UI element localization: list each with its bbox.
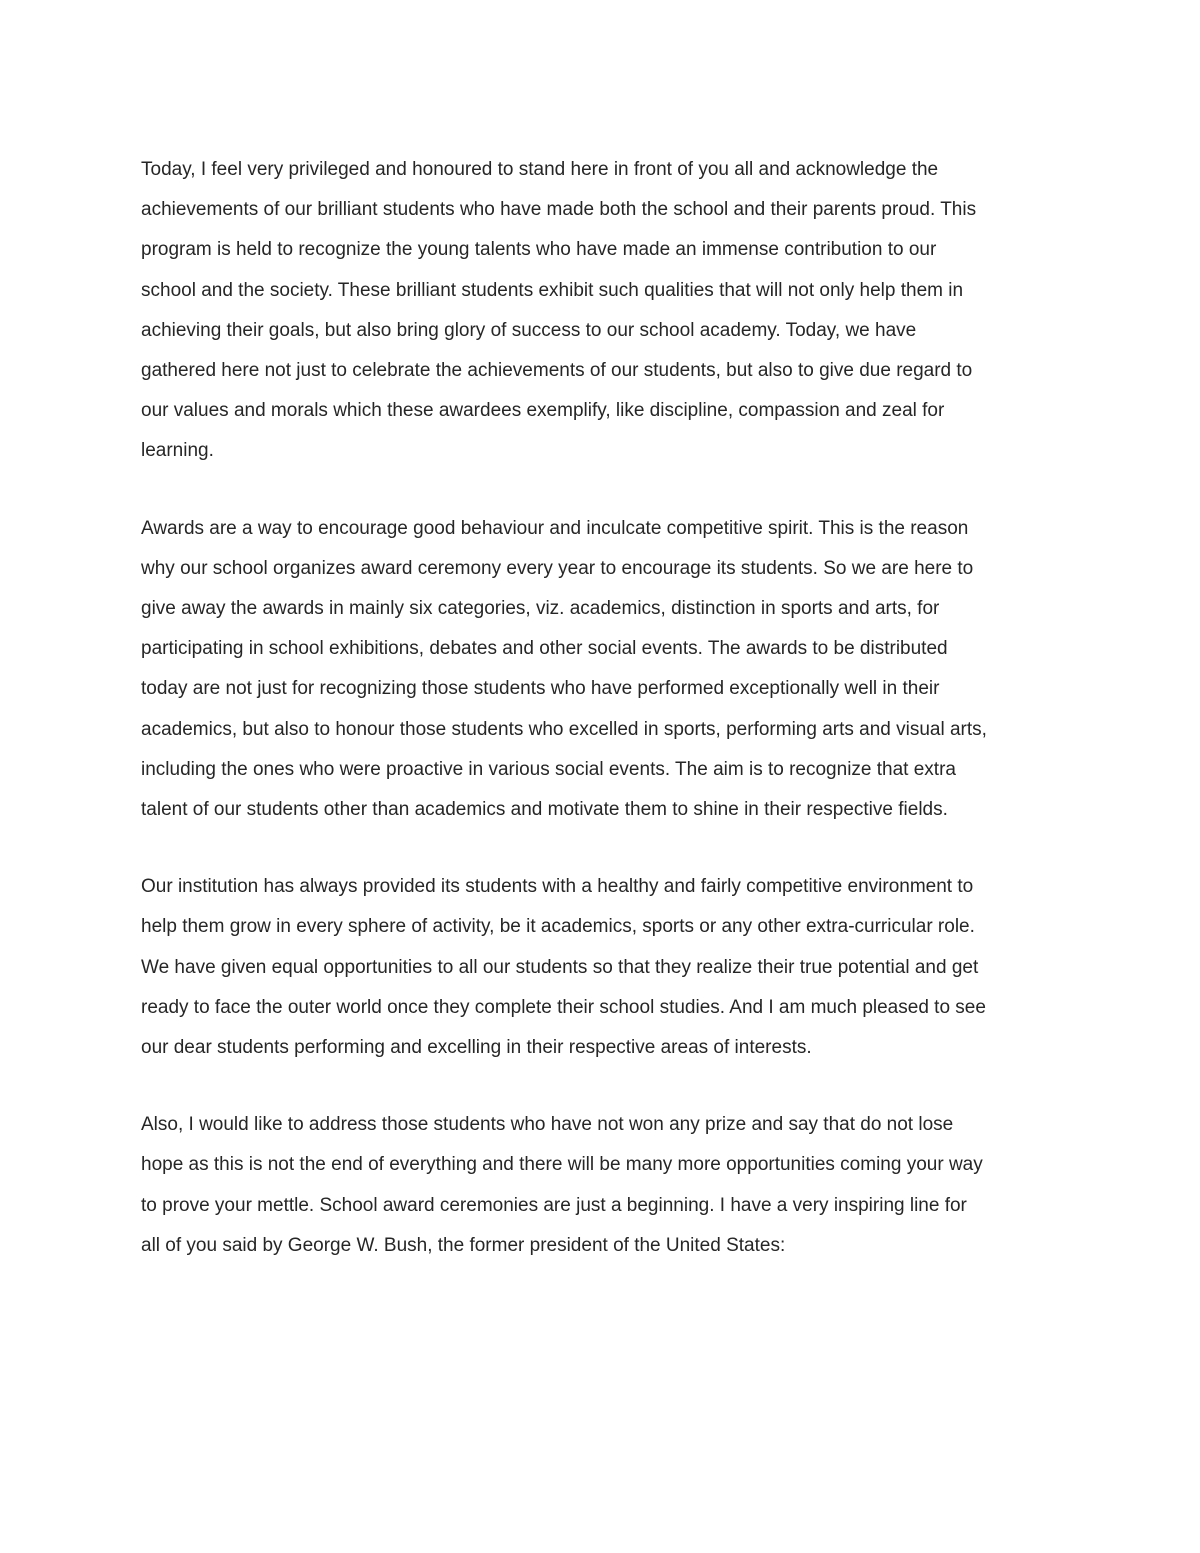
text-line: We have given equal opportunities to all our students so that they realize their true potential and get [141, 956, 979, 978]
text-line: achievements of our brilliant students who have made both the school and their parents proud. This [141, 199, 977, 221]
text-line: give away the awards in mainly six categories, viz. academics, distinction in sports and arts, for [141, 598, 940, 620]
text-line: achieving their goals, but also bring glory of success to our school academy. Today, we have [141, 319, 917, 341]
text-line: Our institution has always provided its students with a healthy and fairly competitive environment to [141, 876, 974, 898]
text-line: Also, I would like to address those students who have not won any prize and say that do not lose [141, 1114, 954, 1136]
text-line: hope as this is not the end of everything and there will be many more opportunities coming your way [141, 1154, 983, 1176]
text-line: program is held to recognize the young talents who have made an immense contribution to our [141, 239, 937, 261]
paragraph-1 [141, 150, 1071, 472]
text-line: including the ones who were proactive in various social events. The aim is to recognize that extra [141, 758, 956, 780]
text-line: academics, but also to honour those students who excelled in sports, performing arts and visual arts, [141, 718, 987, 740]
text-line: learning. [141, 440, 214, 462]
text-line: ready to face the outer world once they complete their school studies. And I am much pleased to see [141, 996, 986, 1018]
text-line: to prove your mettle. School award ceremonies are just a beginning. I have a very inspiring line for [141, 1194, 967, 1216]
text-line: talent of our students other than academics and motivate them to shine in their respective fields. [141, 799, 948, 821]
text-line: Awards are a way to encourage good behaviour and inculcate competitive spirit. This is the reason [141, 517, 969, 539]
text-line: our values and morals which these awardees exemplify, like discipline, compassion and zeal for [141, 400, 945, 422]
text-line: today are not just for recognizing those students who have performed exceptionally well in their [141, 678, 940, 700]
text-line: Today, I feel very privileged and honoured to stand here in front of you all and acknowledge the [141, 159, 939, 180]
paragraph-4 [141, 1105, 1071, 1266]
paragraph-2 [141, 509, 1071, 831]
text-line: our dear students performing and excelling in their respective areas of interests. [141, 1037, 812, 1059]
text-line: participating in school exhibitions, debates and other social events. The awards to be distributed [141, 638, 948, 660]
text-line: help them grow in every sphere of activity, be it academics, sports or any other extra-curricular role. [141, 916, 975, 938]
text-line: school and the society. These brilliant students exhibit such qualities that will not only help them in [141, 279, 964, 301]
text-line: gathered here not just to celebrate the achievements of our students, but also to give due regard to [141, 360, 973, 382]
text-line: why our school organizes award ceremony every year to encourage its students. So we are here to [141, 557, 974, 579]
document-body [141, 150, 1071, 1303]
text-line: all of you said by George W. Bush, the former president of the United States: [141, 1234, 786, 1256]
paragraph-3 [141, 867, 1071, 1068]
